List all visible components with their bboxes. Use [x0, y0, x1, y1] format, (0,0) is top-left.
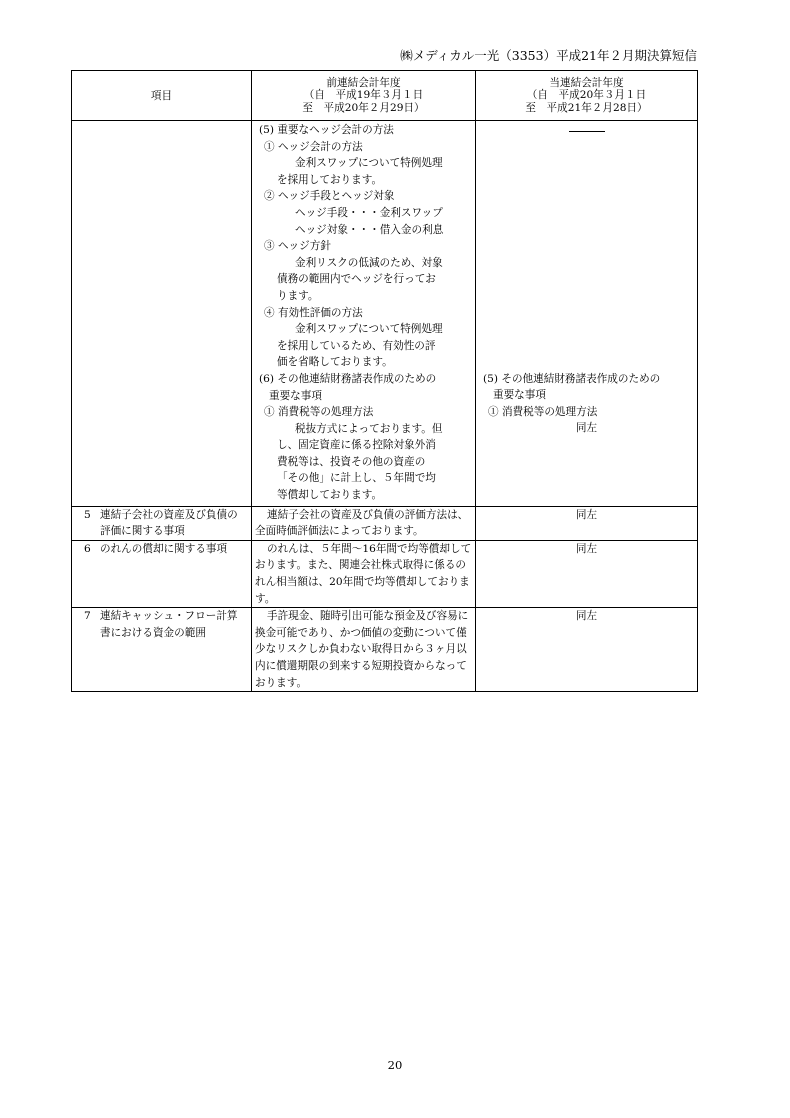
row7-item-cell: [72, 608, 252, 692]
item-label: 連結子会社の資産及び負債の評価に関する事項: [100, 508, 238, 538]
item-number: 5: [84, 508, 91, 521]
item-number: 6: [84, 542, 91, 555]
policy-text: 手許現金、随時引出可能な預金及び容易に換金可能であり、かつ価値の変動について僅少なリスクしか負わない取得日から３ヶ月以内に償還期限の到来する短期投資からなっております。: [255, 610, 469, 689]
header-cur-from: （自 平成20年３月１日: [526, 89, 647, 102]
table-header-row: [72, 71, 698, 121]
list-item: を採用しております。: [277, 173, 383, 186]
list-item: ② ヘッジ手段とヘッジ対象: [264, 190, 395, 203]
policy-text: 連結子会社の資産及び負債の評価方法は、全面時価評価法によっております。: [255, 508, 469, 538]
table-row: [72, 506, 698, 540]
row6-prev-cell: [252, 540, 476, 607]
list-item: ① 消費税等の処理方法: [264, 406, 374, 419]
table-row: [72, 121, 698, 507]
list-item: 重要な事項: [493, 389, 546, 402]
list-item: 金利リスクの低減のため、対象: [295, 256, 443, 269]
header-cur-period: [476, 71, 698, 121]
same-as-left: 同左: [575, 422, 598, 435]
table-row: [72, 540, 698, 607]
list-item: 等償却しております。: [277, 489, 383, 502]
row5-prev-cell: [252, 506, 476, 540]
list-item: (5) 重要なヘッジ会計の方法: [259, 124, 394, 136]
item-label: 連結キャッシュ・フロー計算書における資金の範囲: [100, 610, 238, 639]
list-item: (5) その他連結財務諸表作成のための: [483, 372, 661, 385]
not-applicable-dash: [479, 122, 694, 139]
list-item: (6) その他連結財務諸表作成のための: [259, 372, 437, 385]
row7-prev-cell: [252, 608, 476, 692]
header-cur-to: 至 平成21年２月28日）: [525, 101, 648, 114]
list-item: ④ 有効性評価の方法: [264, 306, 363, 319]
header-prev-from: （自 平成19年３月１日: [303, 89, 424, 102]
accounting-policy-table: [71, 70, 698, 692]
list-item: ① ヘッジ会計の方法: [264, 140, 363, 153]
list-item: 金利スワップについて特例処理: [295, 323, 443, 336]
list-item: 価を省略しております。: [277, 356, 393, 369]
table-row: [72, 608, 698, 692]
spacer: [479, 139, 694, 371]
list-item: 税抜方式によっております。但: [295, 422, 443, 435]
list-item: を採用しているため、有効性の評: [277, 339, 436, 352]
row5-cur-cell: 同左: [476, 506, 698, 540]
list-item: 金利スワップについて特例処理: [295, 157, 443, 170]
row6-cur-cell: 同左: [476, 540, 698, 607]
list-item: 費税等は、投資その他の資産の: [277, 455, 426, 468]
policy-text: のれんは、５年間～16年間で均等償却しております。また、関連会社株式取得に係るのれん相当額は、20年間で均等償却しております。: [255, 542, 472, 605]
item-label: のれんの償却に関する事項: [100, 542, 228, 555]
header-item: 項目: [72, 71, 252, 121]
list-item: ① 消費税等の処理方法: [488, 405, 598, 418]
list-item: 債務の範囲内でヘッジを行ってお: [277, 273, 436, 286]
document-header: ㈱メディカル一光（3353）平成21年２月期決算短信: [400, 48, 697, 63]
list-item: ③ ヘッジ方針: [264, 240, 331, 253]
header-prev-to: 至 平成20年２月29日）: [302, 101, 425, 114]
list-item: ヘッジ手段・・・金利スワップ: [295, 206, 443, 219]
row4-prev-cell: [252, 121, 476, 507]
header-cur-title: 当連結会計年度: [549, 76, 624, 89]
row7-cur-cell: 同左: [476, 608, 698, 692]
row4-cur-cell: [476, 121, 698, 507]
list-item: 「その他」に計上し、５年間で均: [277, 472, 436, 485]
list-item: 重要な事項: [269, 389, 322, 402]
list-item: し、固定資産に係る控除対象外消: [277, 439, 436, 452]
page-number: 20: [387, 1058, 403, 1072]
list-item: ヘッジ対象・・・借入金の利息: [295, 223, 444, 236]
list-item: ります。: [277, 289, 319, 302]
header-prev-title: 前連結会計年度: [326, 76, 401, 89]
row6-item-cell: [72, 540, 252, 607]
item-number: 7: [84, 610, 91, 623]
row5-item-cell: [72, 506, 252, 540]
row4-item-cell: [72, 121, 252, 507]
header-prev-period: [252, 71, 476, 121]
